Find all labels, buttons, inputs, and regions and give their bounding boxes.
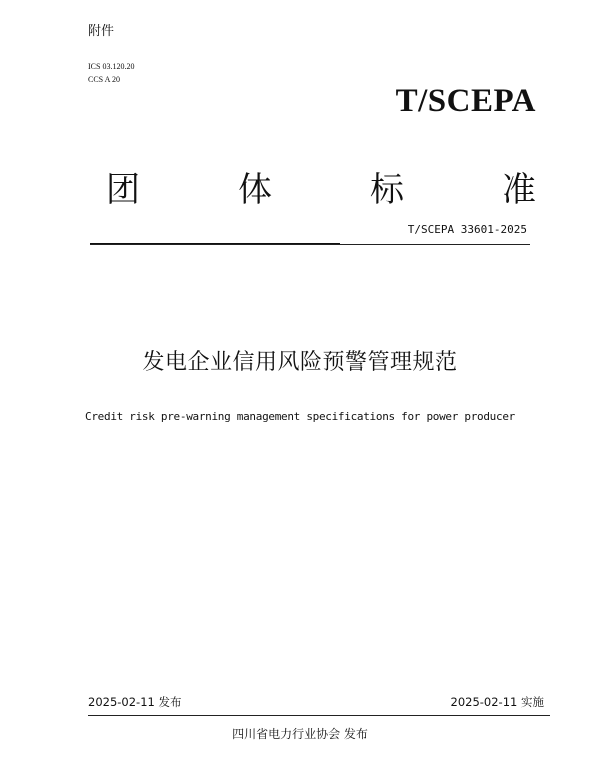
ccs-code: CCS A 20 <box>88 75 121 84</box>
heading-char: 体 <box>238 170 272 210</box>
publisher: 四川省电力行业协会 发布 <box>232 727 368 741</box>
standard-code: T/SCEPA <box>395 83 536 119</box>
heading-char: 团 <box>106 170 140 210</box>
bottom-divider <box>88 715 550 716</box>
top-divider-accent <box>90 243 340 244</box>
chinese-title: 发电企业信用风险预警管理规范 <box>142 350 458 375</box>
issue-date: 2025-02-11 发布 <box>88 695 182 709</box>
implement-date: 2025-02-11 实施 <box>450 695 544 709</box>
standard-number: T/SCEPA 33601-2025 <box>407 223 527 236</box>
heading-char: 标 <box>370 170 404 210</box>
english-title: Credit risk pre-warning management specifications for power producer <box>85 410 515 423</box>
group-standard-heading <box>106 170 536 210</box>
attachment-label: 附件 <box>88 24 115 39</box>
heading-char: 准 <box>502 170 536 210</box>
top-divider <box>90 244 530 245</box>
ics-code: ICS 03.120.20 <box>88 62 135 71</box>
